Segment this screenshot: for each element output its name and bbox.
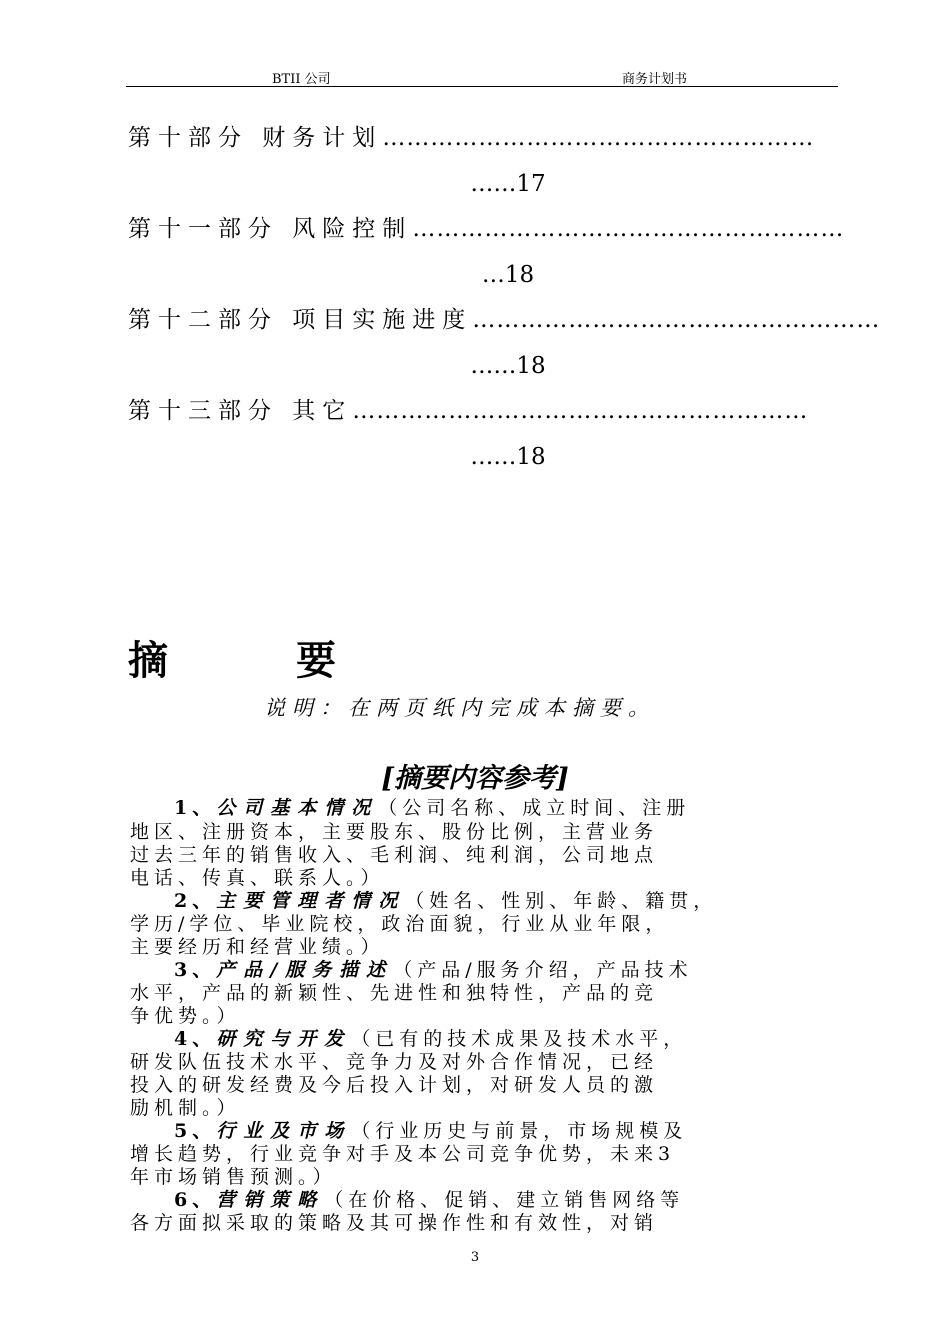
item-text: 电话、传真、联系人。） xyxy=(130,867,385,889)
item-number: 4、 xyxy=(174,1028,217,1050)
item-text: （已有的技术成果及技术水平， xyxy=(351,1028,688,1050)
toc-entry[interactable] xyxy=(128,396,828,426)
toc-entry[interactable] xyxy=(128,214,845,244)
item-heading: 公司基本情况 xyxy=(216,797,379,819)
toc-entry-label: 第十一部分 风险控制 xyxy=(128,216,413,242)
item-text: 励机制。） xyxy=(130,1097,241,1119)
reference-title: [摘要内容参考] xyxy=(381,763,569,794)
toc-entry-leader: ……………………………………………… xyxy=(382,125,815,151)
toc-entry-page: ……18 xyxy=(470,444,546,470)
item-number: 3、 xyxy=(174,959,217,981)
abstract-title: 摘要 xyxy=(128,637,464,684)
toc-entry-label: 第十部分 财务计划 xyxy=(128,125,383,151)
item-heading: 行业及市场 xyxy=(216,1120,352,1142)
toc-entry-page: ……18 xyxy=(470,353,546,379)
toc-entry-leader: ………………………………………………… xyxy=(352,398,809,424)
item-text: 投入的研发经费及今后投入计划，对研发人员的激 xyxy=(130,1074,659,1096)
list-item xyxy=(130,889,834,913)
item-number: 5、 xyxy=(174,1120,217,1142)
item-text: （公司名称、成立时间、注册 xyxy=(378,797,691,819)
item-text: 增长趋势，行业竞争对手及本公司竞争优势，未来3 xyxy=(130,1143,676,1165)
item-text: 水平，产品的新颖性、先进性和独特性，产品的竞 xyxy=(130,982,659,1004)
item-heading: 营销策略 xyxy=(216,1189,325,1211)
item-text: 研发队伍技术水平、竞争力及对外合作情况，已经 xyxy=(130,1051,659,1073)
item-text: 过去三年的销售收入、毛利润、纯利润，公司地点 xyxy=(130,844,659,866)
toc-entry-page: …18 xyxy=(481,262,535,288)
item-heading: 主要管理者情况 xyxy=(216,890,406,912)
item-text: （行业历史与前景，市场规模及 xyxy=(351,1120,688,1142)
toc-entry-label: 第十三部分 其它 xyxy=(128,398,353,424)
toc-entry-label: 第十二部分 项目实施进度 xyxy=(128,307,473,333)
toc-entry[interactable] xyxy=(128,305,881,335)
toc-entry-leader: ……………………………………………… xyxy=(412,216,845,242)
header-doc-title: 商务计划书 xyxy=(622,72,688,87)
abstract-note: 说明：在两页纸内完成本摘要。 xyxy=(264,696,656,720)
item-number: 6、 xyxy=(174,1189,217,1211)
item-text: 地区、注册资本，主要股东、股份比例，主营业务 xyxy=(130,821,659,843)
page-number: 3 xyxy=(470,1250,480,1265)
item-text: （产品/服务介绍，产品技术 xyxy=(393,959,693,981)
item-heading: 产品/服务描述 xyxy=(216,959,394,981)
toc-entry-page: ……17 xyxy=(470,171,546,197)
item-text: （在价格、促销、建立销售网络等 xyxy=(324,1189,685,1211)
header-divider xyxy=(126,86,838,87)
item-number: 1、 xyxy=(174,797,217,819)
item-text: （姓名、性别、年龄、籍贯， xyxy=(405,890,718,912)
item-number: 2、 xyxy=(174,890,217,912)
list-item xyxy=(130,1119,834,1143)
list-item xyxy=(130,1188,834,1212)
list-item xyxy=(130,958,834,982)
item-text: 争优势。） xyxy=(130,1005,241,1027)
item-text: 学历/学位、毕业院校，政治面貌，行业从业年限， xyxy=(130,913,670,935)
item-text: 主要经历和经营业绩。） xyxy=(130,936,385,958)
header-company: BTII 公司 xyxy=(272,72,331,87)
list-item xyxy=(130,796,834,820)
list-item xyxy=(130,1027,834,1051)
item-text: 年市场销售预测。） xyxy=(130,1166,337,1188)
toc-entry-leader: …………………………………………… xyxy=(472,307,881,333)
toc-entry[interactable] xyxy=(128,123,828,153)
item-text: 各方面拟采取的策略及其可操作性和有效性，对销 xyxy=(130,1212,659,1234)
item-heading: 研究与开发 xyxy=(216,1028,352,1050)
